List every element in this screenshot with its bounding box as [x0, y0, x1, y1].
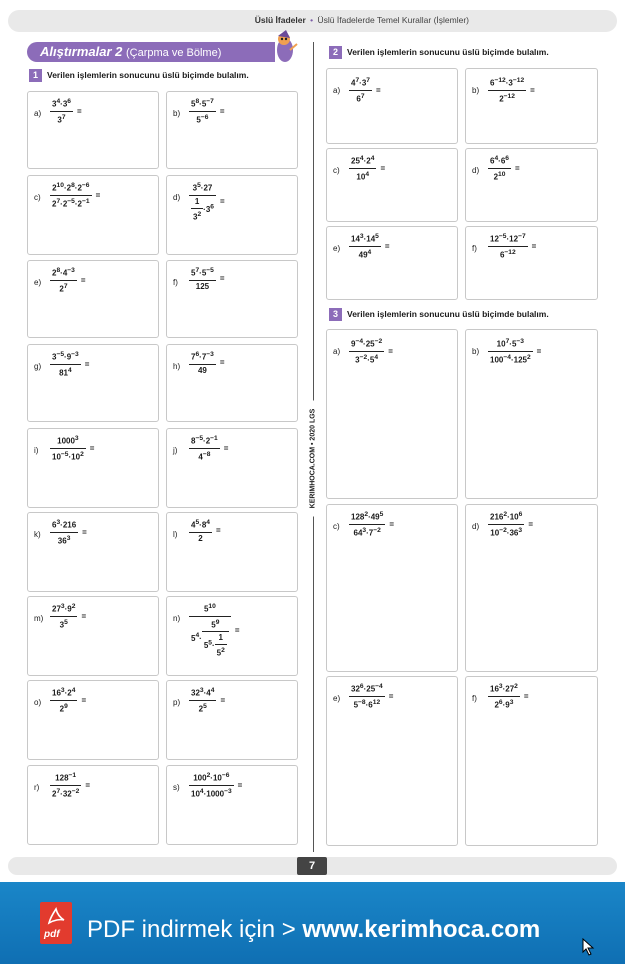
problem-g: g) $\frac{3^{-5}\cdot 9^{-3}}{81^4}$ = [27, 344, 159, 422]
problem-p: p) $\frac{32^3\cdot 4^4}{2^5}$ = [166, 680, 298, 760]
title-sub: (Çarpma ve Bölme) [126, 47, 222, 59]
section-3-instruction: 3 Verilen işlemlerin sonucunu üslü biçimde bulalım. [329, 308, 549, 321]
problem-l: l) $\frac{4^5\cdot 8^4}{2}$ = [166, 512, 298, 592]
problem-n: n) $5^{10}$ $5^4\cdot$ $5^9$ $5^5\cdot$ $\frac{1}{5^2}$ = [166, 596, 298, 676]
problem-k: k) $\frac{6^3\cdot 216}{36^3}$ = [27, 512, 159, 592]
problem-m: m) $\frac{27^3\cdot 9^2}{3^5}$ = [27, 596, 159, 676]
problem-r: r) $\frac{128^{-1}}{2^7\cdot 32^{-2}}$ = [27, 765, 159, 845]
header-subtopic: Üslü İfadelerde Temel Kurallar (İşlemler) [317, 15, 469, 25]
problem-d: d) $3^5\cdot 27$ $\frac{1}{3^2}$ $\cdot 3^6$ = [166, 175, 298, 255]
problem-3e: e) $\frac{32^6\cdot 25^{-4}}{5^{-8}\cdot 6^{12}}$ = [326, 676, 458, 846]
problem-a: a) $\frac{3^4\cdot 3^6}{3^7}$ = [27, 91, 159, 169]
problem-f: f) $\frac{5^7\cdot 5^{-5}}{125}$ = [166, 260, 298, 338]
page-title [27, 42, 275, 62]
problem-3d: d) $\frac{216^2\cdot 10^6}{10^{-2}\cdot 36^3}$ = [465, 504, 598, 672]
problem-3a: a) $\frac{9^{-4}\cdot 25^{-2}}{3^{-2}\cdot 5^4}$ = [326, 329, 458, 499]
page-number: 7 [297, 857, 327, 875]
mascot-icon [270, 30, 300, 64]
pdf-icon: pdf [40, 902, 72, 944]
problem-e: e) $\frac{2^8\cdot 4^{-3}}{2^7}$ = [27, 260, 159, 338]
download-banner[interactable] [0, 882, 625, 964]
header-bar [8, 10, 617, 32]
problem-c: c) $\frac{2^{10}\cdot 2^8\cdot 2^{-6}}{2^7\cdot 2^{-5}\cdot 2^{-1}}$ = [27, 175, 159, 255]
problem-2b: b) $\frac{6^{-12}\cdot 3^{-12}}{2^{-12}}$ = [465, 68, 598, 144]
title-main: Alıştırmalar 2 [40, 44, 123, 59]
problem-2f: f) $\frac{12^{-5}\cdot 12^{-7}}{6^{-12}}$ = [465, 226, 598, 300]
problem-j: j) $\frac{8^{-5}\cdot 2^{-1}}{4^{-8}}$ = [166, 428, 298, 508]
breadcrumb [255, 15, 469, 25]
cursor-icon [582, 938, 596, 956]
download-text: PDF indirmek için > www.kerimhoca.com [87, 916, 541, 943]
problem-3b: b) $\frac{10^7\cdot 5^{-3}}{100^{-4}\cdot 125^2}$ = [465, 329, 598, 499]
header-separator: • [310, 15, 314, 25]
site-link[interactable]: www.kerimhoca.com [302, 916, 541, 943]
header-topic: Üslü İfadeler [254, 15, 306, 25]
problem-b: b) $\frac{5^8\cdot 5^{-7}}{5^{-6}}$ = [166, 91, 298, 169]
problem-3f: f) $\frac{16^3\cdot 27^2}{2^6\cdot 9^3}$ = [465, 676, 598, 846]
problem-i: i) $\frac{1000^3}{10^{-5}\cdot 10^2}$ = [27, 428, 159, 508]
problem-2d: d) $\frac{6^4\cdot 6^6}{2^{10}}$ = [465, 148, 598, 222]
side-watermark: KERIMHOCA.COM • 2020 LGS [310, 401, 317, 517]
problem-2e: e) $\frac{14^3\cdot 14^5}{49^4}$ = [326, 226, 458, 300]
problem-3c: c) $\frac{128^2\cdot 49^5}{64^3\cdot 7^{-2}}$ = [326, 504, 458, 672]
problem-h: h) $\frac{7^6\cdot 7^{-3}}{49}$ = [166, 344, 298, 422]
section-1-instruction: 1 Verilen işlemlerin sonucunu üslü biçimde bulalım. [29, 69, 249, 82]
problem-s: s) $\frac{100^2\cdot 10^{-6}}{10^4\cdot 1000^{-3}}$ = [166, 765, 298, 845]
problem-2c: c) $\frac{25^4\cdot 2^4}{10^4}$ = [326, 148, 458, 222]
section-2-instruction: 2 Verilen işlemlerin sonucunu üslü biçimde bulalım. [329, 46, 549, 59]
problem-o: o) $\frac{16^3\cdot 2^4}{2^9}$ = [27, 680, 159, 760]
problem-2a: a) $\frac{4^7\cdot 3^7}{6^7}$ = [326, 68, 458, 144]
